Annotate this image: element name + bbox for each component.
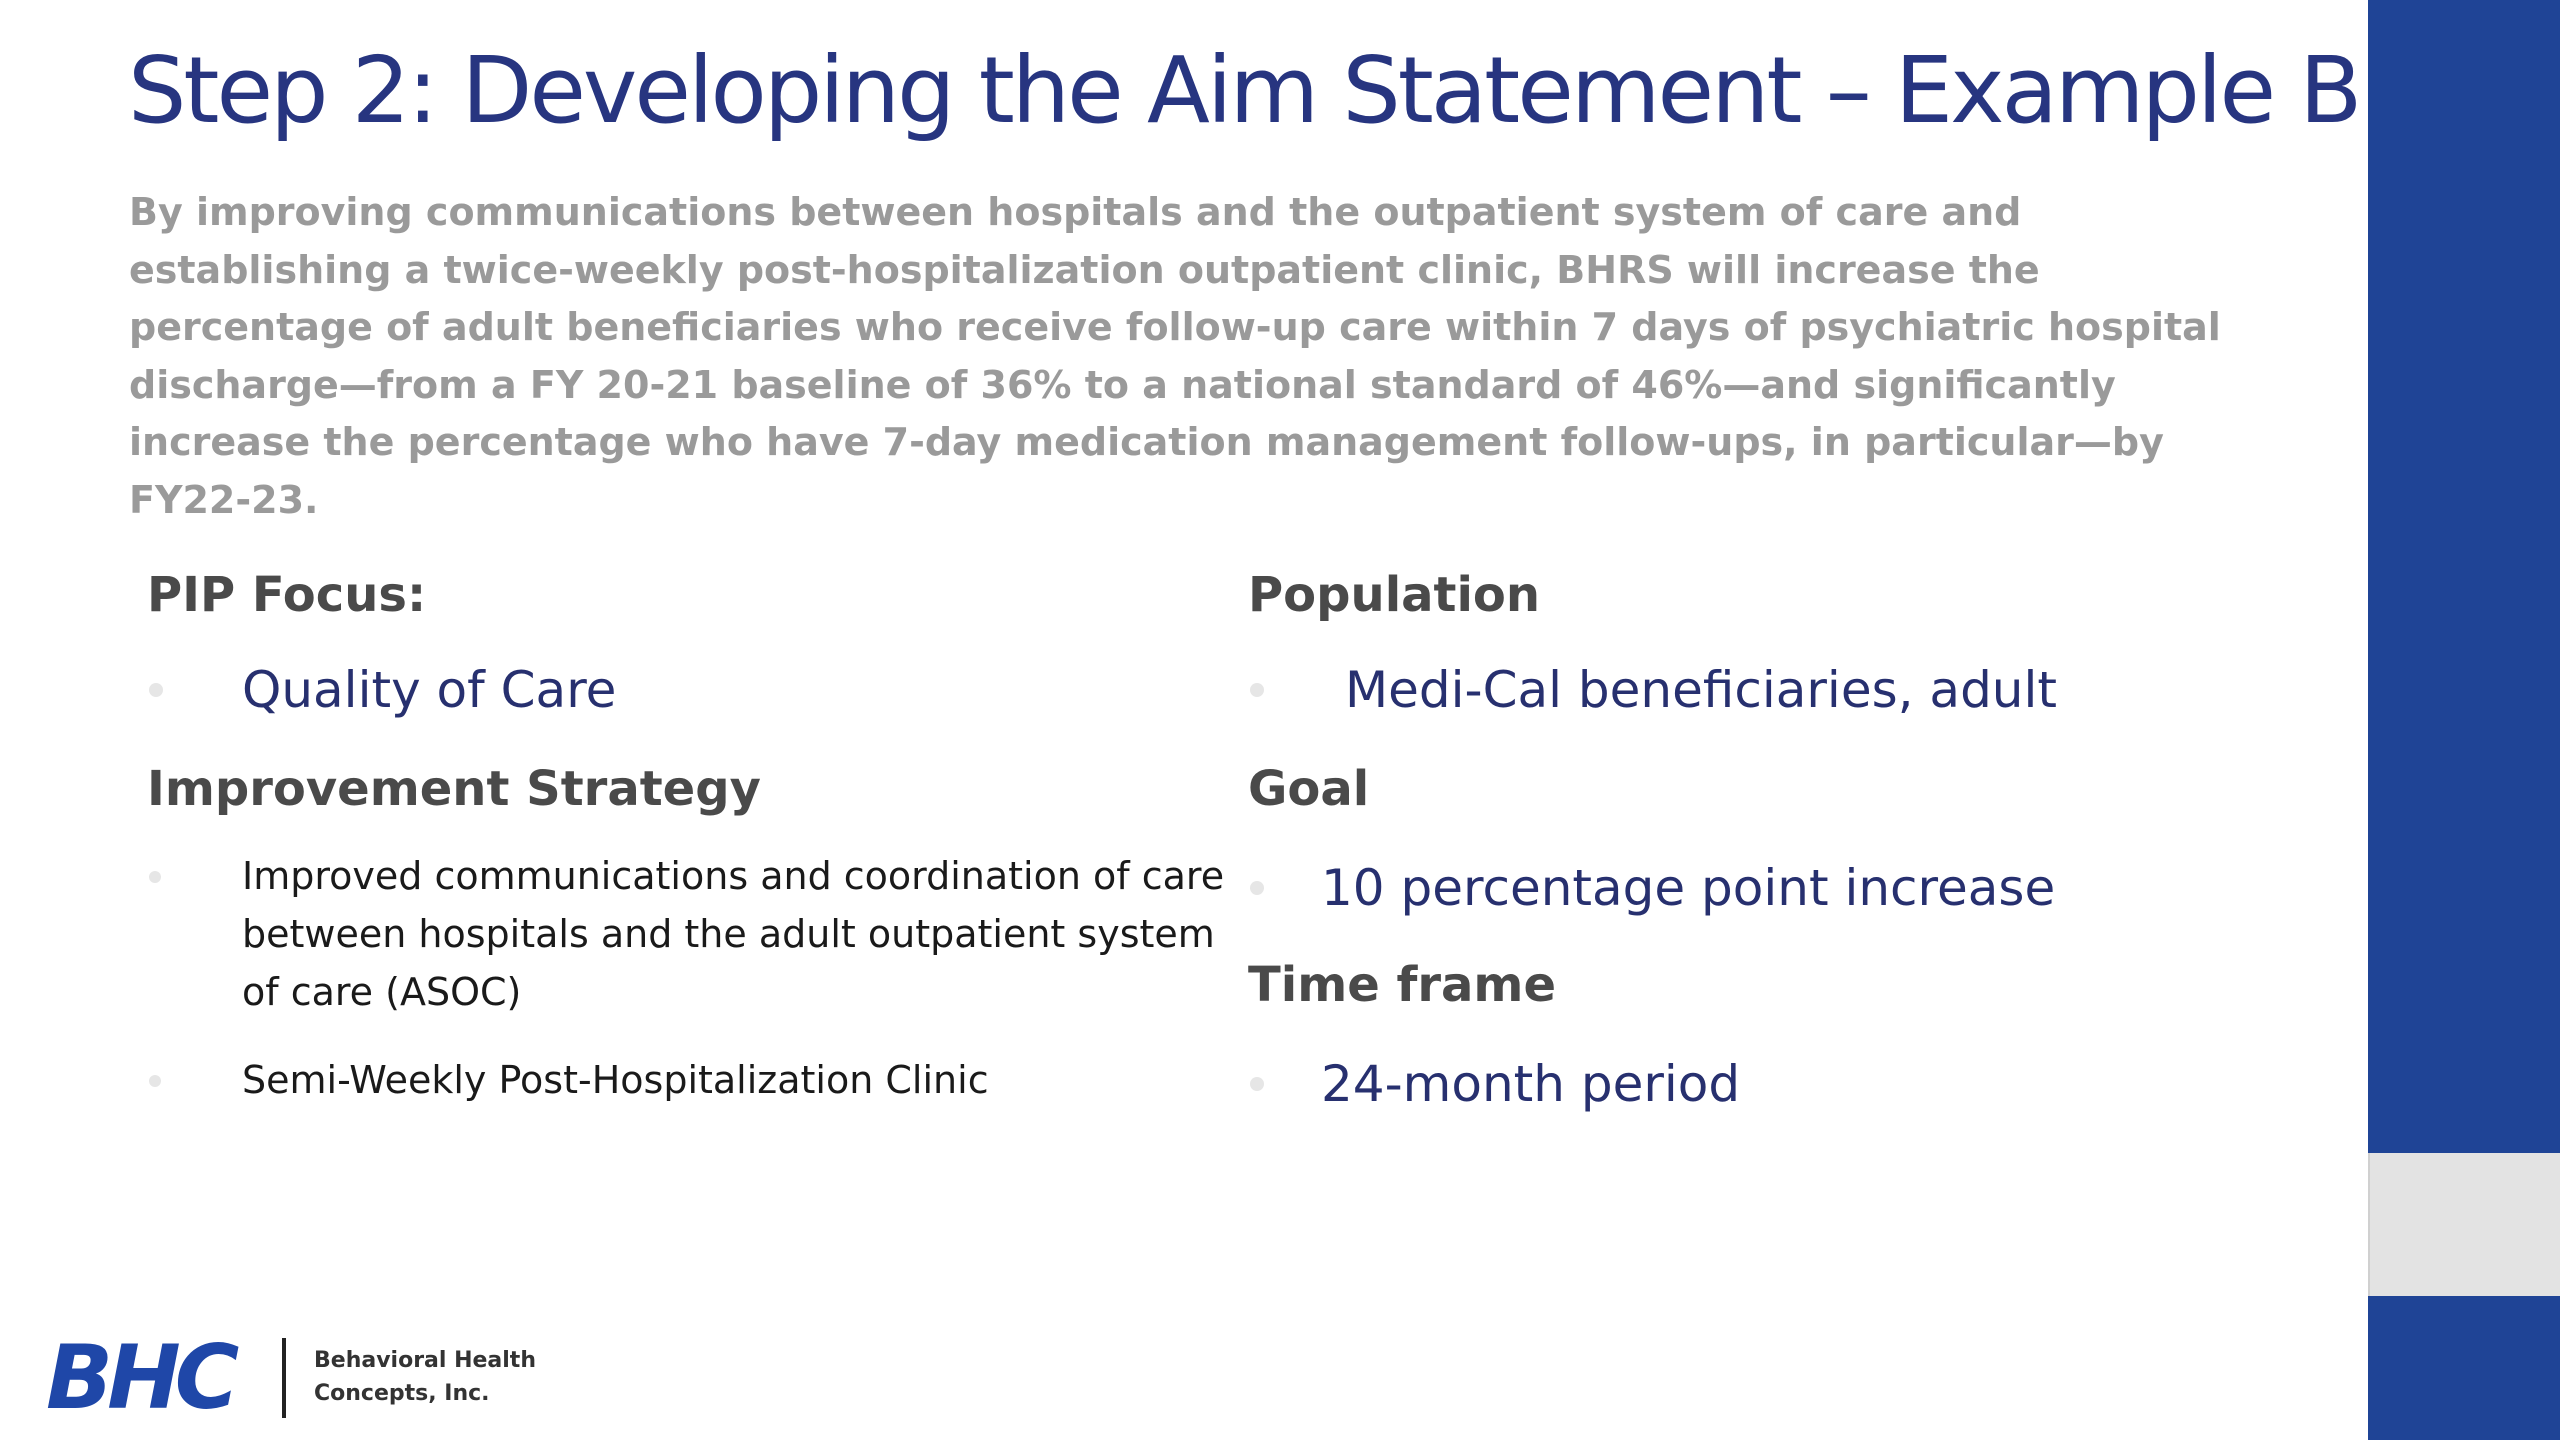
goal-heading: Goal [1248,761,1370,817]
bullet-dot [1250,1077,1264,1091]
company-name-line-2: Concepts, Inc. [314,1381,490,1406]
side-bar-bottom [2368,1296,2560,1440]
logo-divider [282,1338,286,1418]
pip-focus-heading: PIP Focus: [147,567,427,623]
bullet-dot [149,1075,161,1087]
time-frame-item-text: 24-month period [1321,1055,1741,1113]
bullet-dot [149,683,163,697]
right-column [1248,555,2298,1119]
bullet-dot [1250,881,1264,895]
goal-item [1248,853,2298,923]
population-item [1248,655,2298,725]
side-bar-accent [2368,1153,2560,1296]
population-heading: Population [1248,567,1541,623]
improvement-strategy-item-2 [147,1051,1147,1109]
time-frame-heading: Time frame [1248,957,1556,1013]
time-frame-item [1248,1049,2298,1119]
bullet-dot [149,871,161,883]
improvement-strategy-item-2-text: Semi-Weekly Post-Hospitalization Clinic [242,1058,989,1102]
side-bar-top [2368,0,2560,1153]
pip-focus-item [147,655,1147,725]
improvement-strategy-heading: Improvement Strategy [147,761,761,817]
aim-statement: By improving communications between hospitals and the outpatient system of care and establishing a twice-weekly post-hospitalization outpatient clinic, BHRS will increase the percentage of adult beneficiaries who receive follow-up care within 7 days of psychiatric hospital discharge—from a FY 20-21 baseline of 36% to a national standard of 46%—and significantly increase the percentage who have 7-day medication management follow-ups, in particular—by FY22-23. [129,190,2221,522]
improvement-strategy-item-1 [147,847,1242,1021]
pip-focus-item-text: Quality of Care [242,661,617,719]
slide-title: Step 2: Developing the Aim Statement – Example B [128,37,2360,144]
company-name [314,1344,614,1410]
bhc-logo-mark: BHC [46,1326,234,1429]
goal-item-text: 10 percentage point increase [1321,859,2056,917]
bullet-dot [1250,683,1264,697]
improvement-strategy-item-1-text: Improved communications and coordination of care between hospitals and the adult outpatient system of care (ASOC) [242,854,1225,1014]
population-item-text: Medi-Cal beneficiaries, adult [1345,661,2057,719]
left-column [147,555,1225,1109]
company-name-line-1: Behavioral Health [314,1348,536,1373]
